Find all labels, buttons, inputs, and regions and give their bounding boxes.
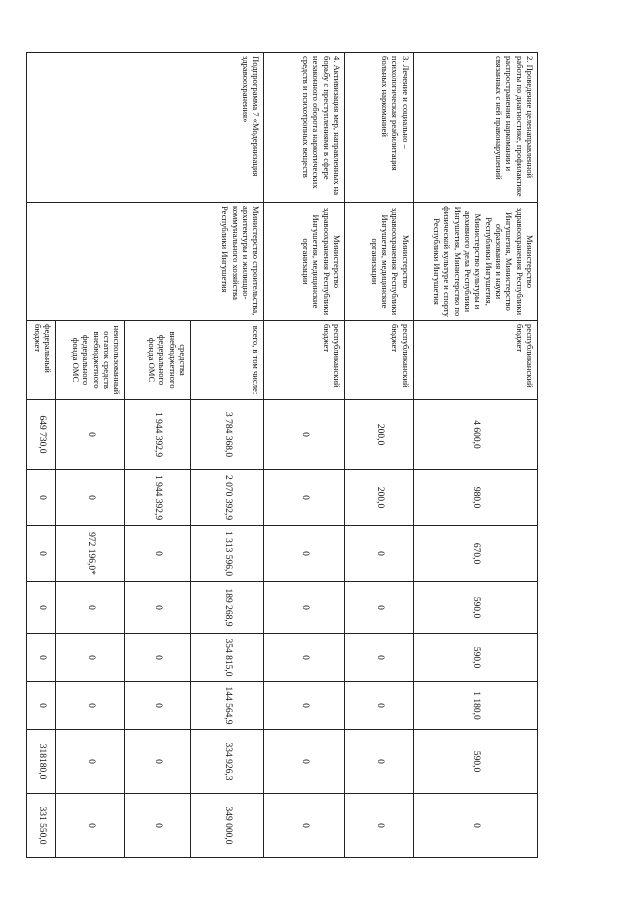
source-cell: республиканский бюджет bbox=[413, 321, 537, 400]
value-cell: 200,0 bbox=[344, 400, 413, 470]
value-cell: 0 bbox=[125, 730, 190, 794]
value-cell: 354 815,0 bbox=[190, 634, 264, 682]
value-cell: 0 bbox=[27, 634, 56, 682]
source-cell: неиспользованный остаток средств внебюджетного федерального фонда ОМС bbox=[56, 321, 125, 400]
value-cell: 0 bbox=[27, 582, 56, 634]
value-cell: 0 bbox=[344, 794, 413, 858]
value-cell: 0 bbox=[27, 682, 56, 730]
value-cell: 0 bbox=[125, 582, 190, 634]
value-cell: 0 bbox=[56, 634, 125, 682]
value-cell: 590,0 bbox=[413, 582, 537, 634]
value-cell: 0 bbox=[27, 526, 56, 582]
executor-cell: Министерство здравоохранения Республики Ингушетия, медицинские организации bbox=[344, 203, 413, 321]
value-cell: 0 bbox=[344, 682, 413, 730]
subprogram-activity-cell: Подпрограмма 7 «Модернизация здравоохранения» bbox=[27, 53, 264, 203]
value-cell: 0 bbox=[264, 730, 344, 794]
value-cell: 670,0 bbox=[413, 526, 537, 582]
value-cell: 590,0 bbox=[413, 730, 537, 794]
source-cell: средства внебюджетного федерального фонда ОМС bbox=[125, 321, 190, 400]
value-cell: 0 bbox=[125, 794, 190, 858]
value-cell: 3 784 368,0 bbox=[190, 400, 264, 470]
executor-cell: Министерство здравоохранения Республики Ингушетия, медицинские организации bbox=[264, 203, 344, 321]
value-cell: 0 bbox=[344, 634, 413, 682]
table-row-2 bbox=[413, 53, 537, 858]
value-cell: 649 730,0 bbox=[27, 400, 56, 470]
table-row-4 bbox=[264, 53, 344, 858]
value-cell: 0 bbox=[264, 470, 344, 526]
budget-table bbox=[26, 52, 538, 858]
value-cell: 0 bbox=[264, 582, 344, 634]
rotated-table-page bbox=[26, 52, 538, 857]
value-cell: 4 600,0 bbox=[413, 400, 537, 470]
subprogram-executor-cell: Министерство строительства, архитектуры и жилищно-коммунального хозяйства Республики Ингушетия bbox=[27, 203, 264, 321]
value-cell: 0 bbox=[125, 526, 190, 582]
value-cell: 331 550,0 bbox=[27, 794, 56, 858]
value-cell: 0 bbox=[56, 470, 125, 526]
value-cell: 189 268,9 bbox=[190, 582, 264, 634]
value-cell: 0 bbox=[344, 526, 413, 582]
source-cell: всего, в том числе: bbox=[190, 321, 264, 400]
value-cell: 0 bbox=[264, 526, 344, 582]
activity-cell: 3. Лечение и социально – психологическая реабилитация больных наркоманией bbox=[344, 53, 413, 203]
value-cell: 200,0 bbox=[344, 470, 413, 526]
source-cell: республиканский бюджет bbox=[264, 321, 344, 400]
value-cell: 0 bbox=[125, 634, 190, 682]
value-cell: 334 926,3 bbox=[190, 730, 264, 794]
value-cell: 0 bbox=[264, 682, 344, 730]
value-cell: 972 196,0* bbox=[56, 526, 125, 582]
activity-cell: 2. Проведение целенаправленной работы по диагностике, профилактике распространения наркомании и связанных с ней правонарушений bbox=[413, 53, 537, 203]
value-cell: 0 bbox=[264, 634, 344, 682]
source-cell: республиканский бюджет bbox=[344, 321, 413, 400]
activity-cell: 4. Активизация мер, направленных на борьбу с преступлениями в сфере незаконного оборота наркотических средств и психотропных веществ bbox=[264, 53, 344, 203]
value-cell: 0 bbox=[344, 730, 413, 794]
value-cell: 1 944 392,9 bbox=[125, 470, 190, 526]
value-cell: 1 944 392,9 bbox=[125, 400, 190, 470]
value-cell: 980,0 bbox=[413, 470, 537, 526]
value-cell: 0 bbox=[27, 470, 56, 526]
value-cell: 0 bbox=[56, 682, 125, 730]
value-cell: 0 bbox=[56, 582, 125, 634]
value-cell: 590,0 bbox=[413, 634, 537, 682]
value-cell: 144 564,9 bbox=[190, 682, 264, 730]
value-cell: 2 070 392,9 bbox=[190, 470, 264, 526]
value-cell: 0 bbox=[56, 730, 125, 794]
value-cell: 0 bbox=[413, 794, 537, 858]
table-row-3 bbox=[344, 53, 413, 858]
value-cell: 1 313 596,0 bbox=[190, 526, 264, 582]
value-cell: 0 bbox=[264, 400, 344, 470]
value-cell: 0 bbox=[264, 794, 344, 858]
value-cell: 1 180,0 bbox=[413, 682, 537, 730]
executor-cell: Министерство здравоохранения Республики Ингушетия, Министерство образования и науки Республики Ингушетия, Министерство культуры и архивного дела Республики Ингушетия, Министерство по физической культуре и спорту Республики Ингушетия bbox=[413, 203, 537, 321]
value-cell: 0 bbox=[56, 400, 125, 470]
source-cell: федеральный бюджет bbox=[27, 321, 56, 400]
value-cell: 318180,0 bbox=[27, 730, 56, 794]
value-cell: 349 000,0 bbox=[190, 794, 264, 858]
value-cell: 0 bbox=[125, 682, 190, 730]
subprogram-total-row bbox=[190, 53, 264, 858]
value-cell: 0 bbox=[344, 582, 413, 634]
value-cell: 0 bbox=[56, 794, 125, 858]
